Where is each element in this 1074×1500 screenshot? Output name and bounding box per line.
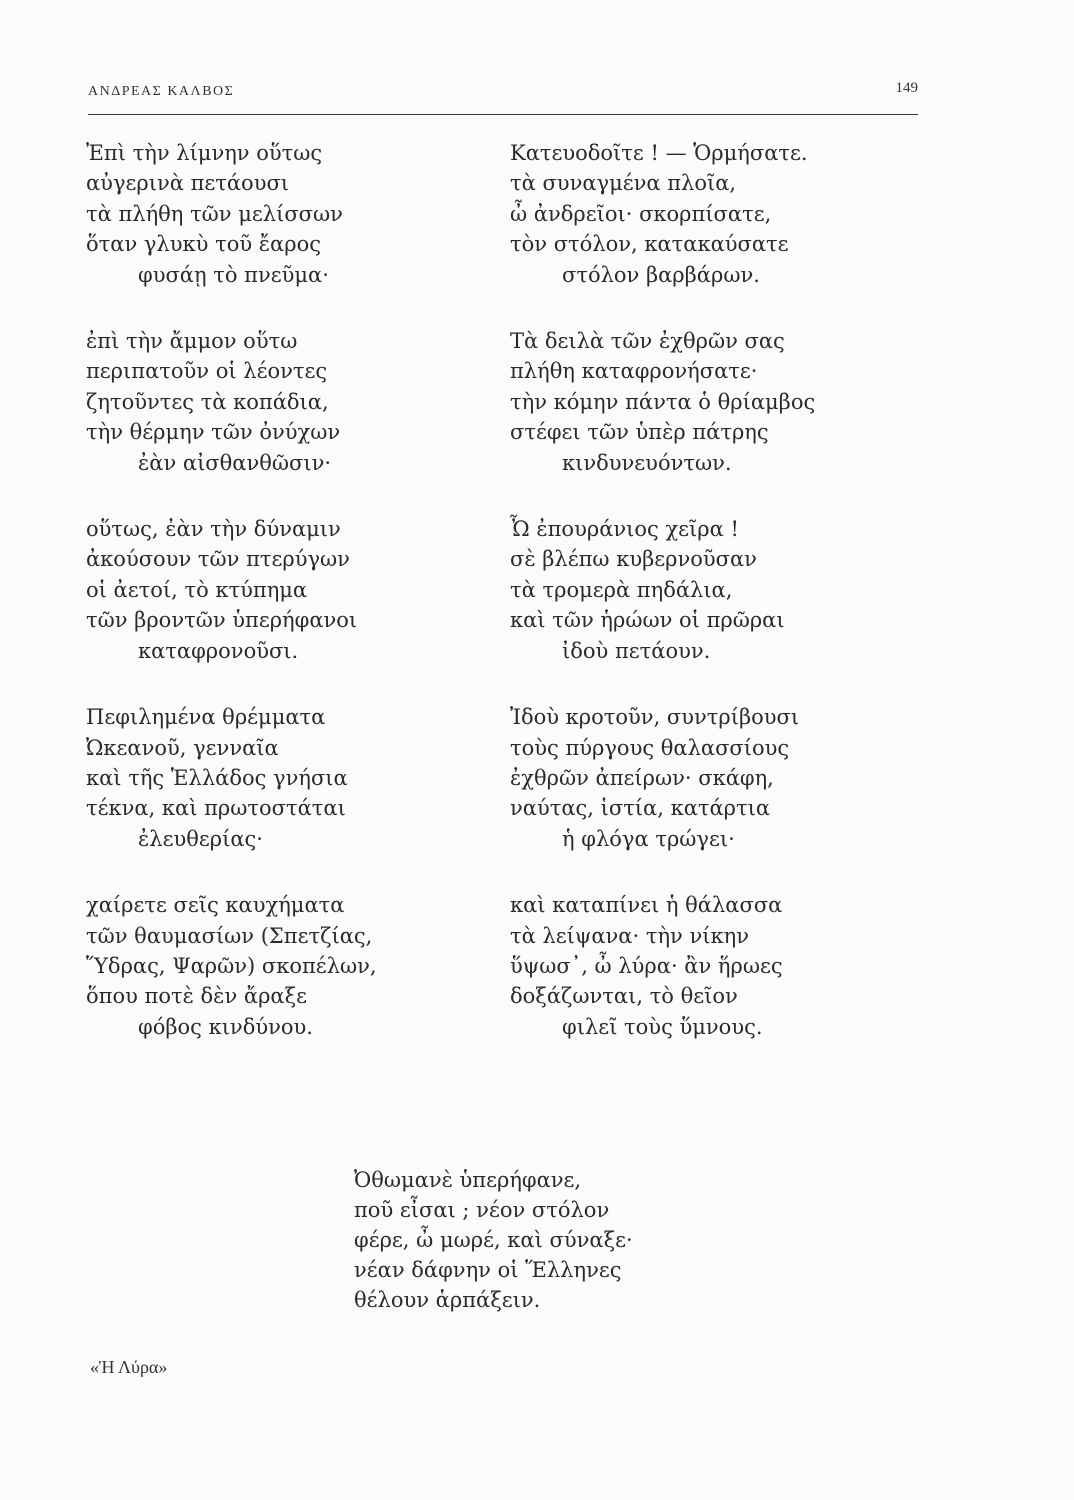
poem-line: τέκνα, καὶ πρωτοστάται	[86, 796, 346, 821]
poem-stanza	[510, 702, 930, 854]
poem-line: στόλον βαρβάρων.	[562, 262, 760, 287]
poem-line: Ὕδρας, Ψαρῶν) σκοπέλων,	[86, 953, 377, 978]
poem-line: ἐὰν αἰσθανθῶσιν·	[138, 450, 332, 475]
poem-line: καὶ τῶν ἡρώων οἱ πρῶραι	[510, 608, 785, 633]
poem-line: ἰδοὺ πετάουν.	[562, 638, 711, 663]
poem-line: ποῦ εἶσαι ; νέον στόλον	[354, 1198, 610, 1222]
poem-line: θέλουν ἁρπάξειν.	[354, 1288, 541, 1312]
poem-line: τὰ τρομερὰ πηδάλια,	[510, 577, 733, 602]
poem-line: καὶ καταπίνει ἡ θάλασσα	[510, 893, 783, 918]
page-header	[88, 78, 918, 115]
poem-line: Τὰ δειλὰ τῶν ἐχθρῶν σας	[510, 329, 785, 354]
poem-line: ὕψωσ᾿, ὦ λύρα· ἂν ἥρωες	[510, 953, 783, 978]
poem-line: Ὀθωμανὲ ὑπερήφανε,	[354, 1168, 582, 1192]
source-footnote: «Ἡ Λύρα»	[90, 1357, 168, 1377]
poem-line: Ὦ ἐπουράνιος χεῖρα !	[510, 517, 739, 542]
poem-stanza	[510, 138, 930, 290]
final-stanza	[354, 1165, 633, 1315]
poem-stanza	[354, 1165, 633, 1315]
running-head: ΑΝΔΡΕΑΣ ΚΑΛΒΟΣ	[88, 84, 235, 99]
poem-line: ἡ φλόγα τρώγει·	[562, 826, 735, 851]
page-number: 149	[895, 80, 918, 96]
poem-line: Ὠκεανοῦ, γενναῖα	[86, 735, 279, 760]
poem-stanza	[510, 514, 930, 666]
poem-line: οὕτως, ἐὰν τὴν δύναμιν	[86, 517, 341, 542]
poem-line: νέαν δάφνην οἱ Ἕλληνες	[354, 1258, 622, 1282]
poem-stanza	[86, 514, 506, 666]
poem-line: τῶν βροντῶν ὑπερήφανοι	[86, 608, 358, 633]
poem-line: τὰ πλήθη τῶν μελίσσων	[86, 201, 343, 226]
poem-stanza	[510, 890, 930, 1042]
poem-line: δοξάζωνται, τὸ θεῖον	[510, 984, 738, 1009]
poem-line: τὰ συναγμένα πλοῖα,	[510, 171, 737, 196]
poem-line: καὶ τῆς Ἑλλάδος γνήσια	[86, 765, 348, 790]
poem-stanza	[510, 326, 930, 478]
poem-line: ὦ ἀνδρεῖοι· σκορπίσατε,	[510, 201, 772, 226]
poem-line: Πεφιλημένα θρέμματα	[86, 705, 326, 730]
poem-line: αὐγερινὰ πετάουσι	[86, 171, 290, 196]
poem-stanza	[86, 702, 506, 854]
poem-line: τὰ λείψανα· τὴν νίκην	[510, 923, 749, 948]
poem-line: ἐχθρῶν ἀπείρων· σκάφη,	[510, 765, 774, 790]
poem-line: τοὺς πύργους θαλασσίους	[510, 735, 790, 760]
poem-line: ἐπὶ τὴν ἄμμον οὕτω	[86, 329, 298, 354]
poem-stanza	[86, 890, 506, 1042]
left-column	[86, 138, 506, 1078]
poem-line: ὅταν γλυκὺ τοῦ ἔαρος	[86, 232, 321, 257]
poem-line: φυσάῃ τὸ πνεῦμα·	[138, 262, 329, 287]
poem-line: ὅπου ποτὲ δὲν ἄραξε	[86, 984, 308, 1009]
poem-line: ἀκούσουν τῶν πτερύγων	[86, 547, 350, 572]
poem-line: Ἰδοὺ κροτοῦν, συντρίβουσι	[510, 705, 800, 730]
poem-line: φόβος κινδύνου.	[138, 1014, 313, 1039]
poem-line: περιπατοῦν οἱ λέοντες	[86, 359, 328, 384]
poem-line: Κατευοδοῖτε ! — Ὁρμήσατε.	[510, 141, 808, 165]
poem-line: κινδυνευόντων.	[562, 450, 732, 475]
poem-stanza	[86, 326, 506, 478]
poem-line: φιλεῖ τοὺς ὕμνους.	[562, 1014, 763, 1039]
poem-line: τὴν θέρμην τῶν ὀνύχων	[86, 420, 341, 445]
poem-stanza	[86, 138, 506, 290]
poem-line: στέφει τῶν ὑπὲρ πάτρης	[510, 420, 769, 445]
poem-line: ζητοῦντες τὰ κοπάδια,	[86, 389, 329, 414]
poem-line: ναύτας, ἱστία, κατάρτια	[510, 796, 771, 821]
poem-line: τῶν θαυμασίων (Σπετζίας,	[86, 923, 373, 948]
poem-line: τὴν κόμην πάντα ὁ θρίαμβος	[510, 389, 816, 414]
right-column	[510, 138, 930, 1078]
poem-line: χαίρετε σεῖς καυχήματα	[86, 893, 345, 918]
poem-line: τὸν στόλον, κατακαύσατε	[510, 232, 789, 257]
poem-line: σὲ βλέπω κυβερνοῦσαν	[510, 547, 757, 572]
poem-line: φέρε, ὦ μωρέ, καὶ σύναξε·	[354, 1228, 633, 1252]
poem-line: οἱ ἀετοί, τὸ κτύπημα	[86, 577, 308, 602]
poem-line: καταφρονοῦσι.	[138, 638, 299, 663]
poem-line: Ἐπὶ τὴν λίμνην οὕτως	[86, 141, 323, 165]
poem-line: πλήθη καταφρονήσατε·	[510, 359, 758, 384]
poem-line: ἐλευθερίας·	[138, 826, 263, 851]
